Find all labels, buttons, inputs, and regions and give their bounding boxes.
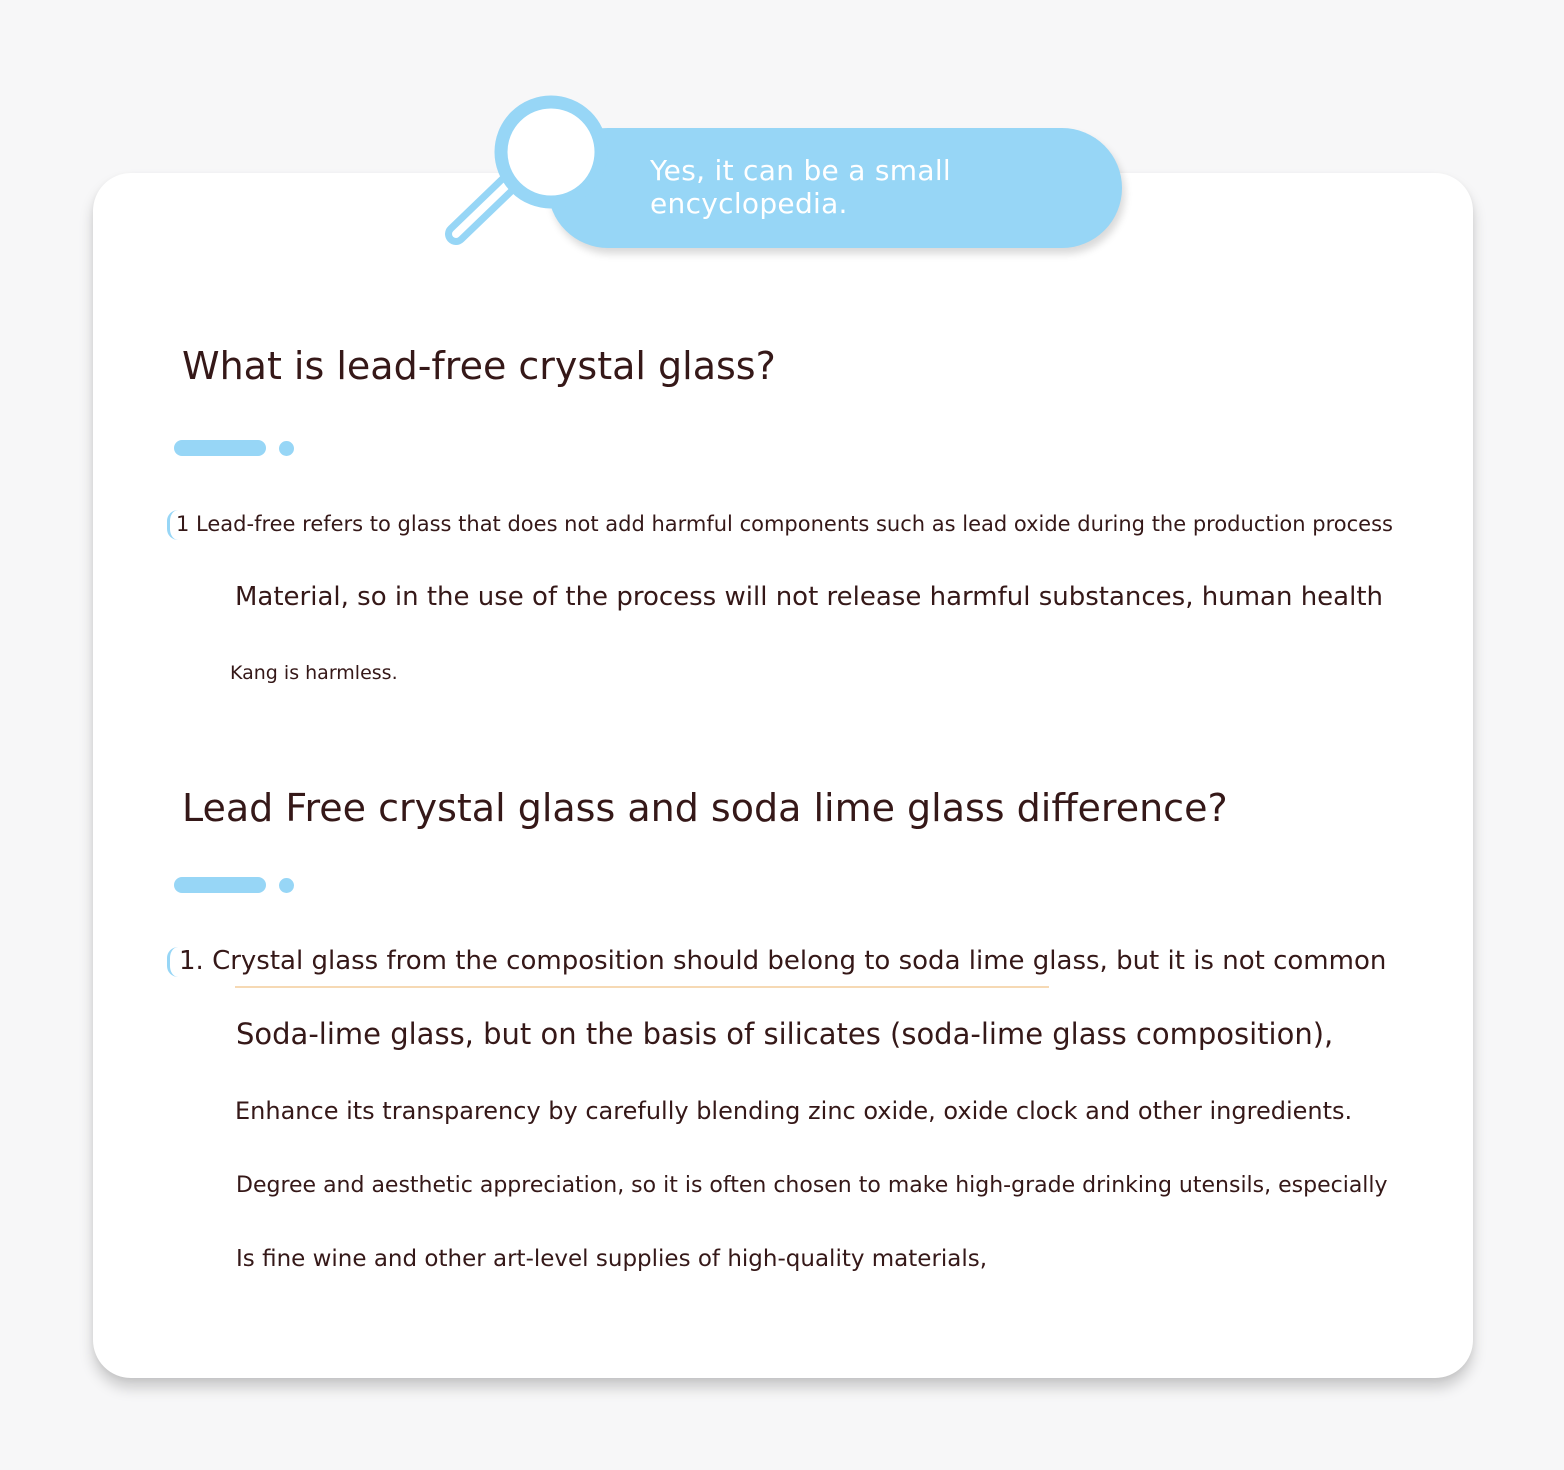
paragraph-line: Material, so in the use of the process will not release harmful substances, human health [235,582,1384,612]
banner-text: Yes, it can be a small encyclopedia. [650,154,951,220]
heading-underline-dot [279,878,294,893]
paragraph-line: Enhance its transparency by carefully blending zinc oxide, oxide clock and other ingredients. [235,1097,1353,1125]
paragraph-line: Is fine wine and other art-level supplies of high-quality materials, [236,1246,988,1272]
heading-underline-bar [174,877,266,893]
heading-underline-dot [279,441,294,456]
section-heading-lead-free: What is lead-free crystal glass? [182,344,776,388]
paragraph-line: Kang is harmless. [230,662,398,684]
paragraph-line: 1. Crystal glass from the composition should belong to soda lime glass, but it is not common [179,946,1387,976]
bullet-bracket [167,947,178,977]
highlight-divider [235,986,1049,988]
heading-underline-bar [174,440,266,456]
magnifier-icon [440,88,620,253]
paragraph-line: Degree and aesthetic appreciation, so it is often chosen to make high-grade drinking utensils, especially [236,1173,1388,1198]
section-heading-difference: Lead Free crystal glass and soda lime glass difference? [182,786,1228,830]
paragraph-line: Soda-lime glass, but on the basis of silicates (soda-lime glass composition), [236,1017,1334,1051]
paragraph-line: 1 Lead-free refers to glass that does not add harmful components such as lead oxide during the production process [176,512,1393,536]
